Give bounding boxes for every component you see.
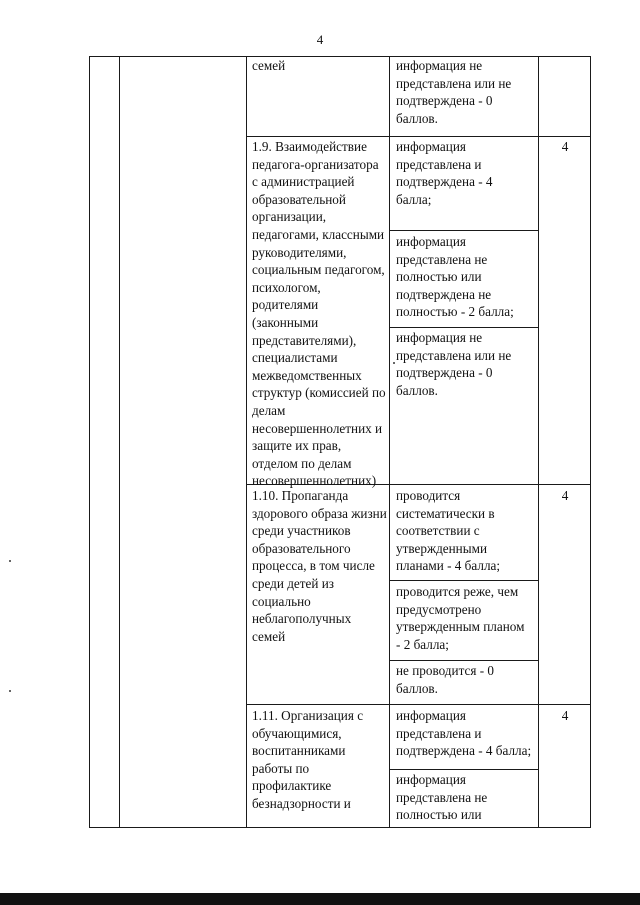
level-cell: не проводится - 0 баллов. bbox=[396, 663, 494, 696]
table-column-divider bbox=[246, 56, 247, 828]
score-cell: 4 bbox=[561, 488, 569, 503]
table-border-left bbox=[89, 56, 90, 828]
scan-speck bbox=[9, 690, 11, 692]
level-divider bbox=[389, 580, 539, 581]
criterion-cell: 1.10. Пропаганда здорового образа жизни среди участников образовательного процесса, в том числе среди детей из социально неблагополучных семей bbox=[252, 488, 387, 644]
row-divider bbox=[246, 136, 591, 137]
criterion-cell: семей bbox=[252, 58, 286, 73]
row-divider bbox=[246, 704, 591, 705]
level-cell: проводится реже, чем предусмотрено утвержденным планом - 2 балла; bbox=[396, 584, 525, 652]
table-column-divider bbox=[389, 56, 390, 828]
criterion-cell: 1.11. Организация с обучающимися, воспитанниками работы по профилактике безнадзорности и bbox=[252, 708, 364, 811]
score-cell: 4 bbox=[561, 708, 569, 723]
score-cell: 4 bbox=[561, 139, 569, 154]
level-cell: информация представлена и подтверждена - 4 балла; bbox=[396, 708, 532, 759]
scan-edge bbox=[0, 893, 640, 905]
level-cell: информация не представлена или не подтверждена - 0 баллов. bbox=[396, 330, 512, 398]
level-cell: информация представлена не полностью или bbox=[396, 772, 488, 823]
scan-speck bbox=[9, 560, 11, 562]
level-divider bbox=[389, 660, 539, 661]
level-cell: информация не представлена или не подтверждена - 0 баллов. bbox=[396, 58, 512, 126]
table-border-bottom bbox=[89, 827, 591, 828]
level-cell: информация представлена не полностью или подтверждена не полностью - 2 балла; bbox=[396, 234, 514, 320]
level-divider bbox=[389, 327, 539, 328]
page-number: 4 bbox=[316, 32, 324, 47]
level-cell: проводится систематически в соответствии с утвержденными планами - 4 балла; bbox=[396, 488, 501, 574]
level-divider bbox=[389, 769, 539, 770]
level-divider bbox=[389, 230, 539, 231]
table-column-divider bbox=[119, 56, 120, 828]
level-cell: информация представлена и подтверждена - 4 балла; bbox=[396, 139, 493, 207]
scan-speck bbox=[393, 362, 395, 364]
criterion-cell: 1.9. Взаимодействие педагога-организатора с администрацией образовательной организации, педагогами, классными руководителями, социальным педагогом, психологом, родителями (законными представителями), специалистами межведомственных структур (комиссией по делам несовершеннолетних и защите их прав, отделом по делам несовершеннолетних) bbox=[252, 139, 386, 489]
